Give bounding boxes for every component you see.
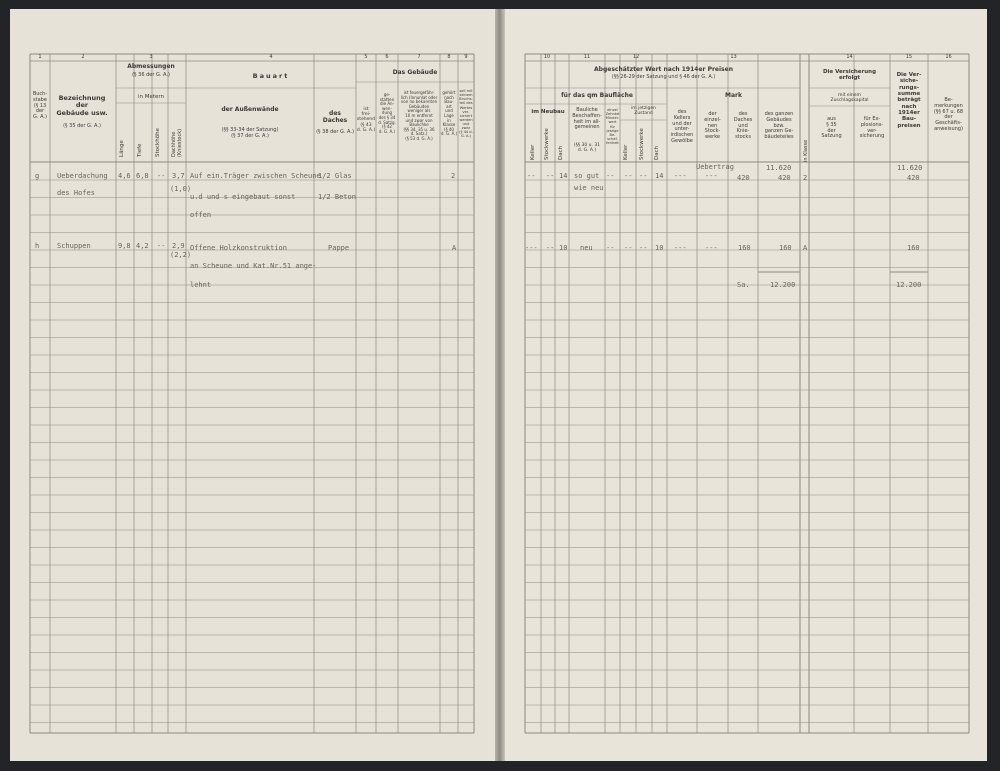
header-stockhoehe: Stockhöhe (155, 128, 161, 157)
r2-ganzes: 160 (779, 244, 792, 252)
header-aus-35: aus § 35 der Satzung (821, 116, 842, 140)
header-col6: ge- statten die An- wen- dung des § 34 d. Satzg. (§ 42 d. G. A.) (378, 92, 396, 134)
r1-minderwert: -- (606, 172, 615, 180)
entry-g-wall-2: u.d und s eingebaut sonst (190, 193, 296, 201)
header-bauart: Bauart (252, 72, 290, 80)
header-jetzig-dach: Dach (654, 145, 660, 160)
r1-stockwerke-mark: --- (705, 172, 718, 180)
entry-g-letter: g (35, 172, 40, 180)
r2-bauliche: neu (580, 244, 593, 252)
header-wert: Abgeschätzter Wert nach 1914er Preisen (594, 66, 733, 73)
entry-h-roof: Pappe (328, 244, 350, 252)
r1-uebertrag-value: 11.620 (766, 164, 792, 172)
r1-uebertrag-label: Uebertrag (696, 163, 734, 171)
r1-dach-kniestock: 420 (737, 174, 750, 182)
r2-dach: 10 (559, 244, 568, 252)
entry-g-wall-3: offen (190, 211, 212, 219)
column-number: 7 (417, 54, 421, 60)
r1-summe: 420 (907, 174, 920, 182)
entry-h-wall-1: Offene Holzkonstruktion (190, 244, 287, 252)
header-explosion: für Ex- plosions- ver- sicherung (859, 116, 885, 140)
header-qm: für das qm Baufläche (561, 92, 633, 99)
header-bemerkungen: Be- merkungen (§§ 67 u. 68 der Geschäfts- anweisung) (933, 97, 964, 132)
entry-h-wall-2: an Scheune und Kat.Nr.51 ange- (190, 262, 317, 270)
r2-stockwerke: -- (546, 244, 555, 252)
header-abmessungen-ref: (§ 36 der G. A.) (132, 72, 170, 78)
entry-g-dachhoehe: 3,7 (172, 172, 185, 180)
r2-jetzig-stockwerke: -- (639, 244, 648, 252)
r1-jetzig-dach: 14 (655, 172, 664, 180)
entry-h-wall-3: lehnt (190, 281, 212, 289)
entry-g-kniestock: (1,0) (170, 185, 192, 193)
header-col7: ist feuergefähr- lich (Innunlat oder von no bekannten Gebäuden weniger als 10 m entfernt und zwar von Baulichke (§§ 34, 35 u. 36 d. Satz.) (§ 53 d. G. A.) (400, 90, 438, 141)
header-daches-ref: (§ 38 der G. A.) (316, 129, 354, 135)
entry-g-name: Ueberdachung (57, 172, 108, 180)
entry-h-kniestock: (2,2) (170, 251, 192, 259)
entry-g-tiefe: 6,8 (136, 172, 149, 180)
header-zuschlagskapital: mit einem Zuschlagskapital (830, 93, 869, 104)
entry-h-name: Schuppen (57, 242, 91, 250)
r1-dach: 14 (559, 172, 568, 180)
header-in-klasse: in Klasse (803, 139, 809, 162)
header-abmessungen: Abmessungen (127, 63, 175, 70)
header-jetzig-keller: Keller (623, 144, 629, 160)
header-col9: soll mit seinem Bruchs- teil des Wertes ver- sichert werden und zwar (§ 44 d. G. A.) (459, 89, 473, 139)
header-aussenwaende-ref: (§§ 33-34 der Satzung) (§ 37 der G. A.) (221, 127, 279, 139)
column-number: 13 (730, 54, 737, 60)
header-dachhoehe: Dachhöhe (Kniestock) (171, 128, 183, 157)
header-col5: ist frei- stehend (§ 43 d. G. A.) (356, 107, 376, 133)
r1-bauliche: so gut (574, 172, 600, 180)
column-number: 1 (38, 54, 42, 60)
r2-jetzig-dach: 10 (655, 244, 664, 252)
header-kellers: des Kellers und der unter- irdischen Gewölbe (670, 109, 694, 144)
entry-g-klasse: 2 (451, 172, 456, 180)
r1-kellers: --- (674, 172, 687, 180)
header-jetziger-zustand: im jetzigen Zustand (631, 106, 656, 117)
sum-label: Sa. (737, 281, 750, 289)
r2-jetzig-keller: -- (624, 244, 633, 252)
r1-jetzig-stockwerke: -- (639, 172, 648, 180)
r2-minderwert: -- (606, 244, 615, 252)
header-stockwerke-einzeln: der einzel- nen Stock- werke (704, 111, 721, 140)
entry-g-roof-2: 1/2 Beton (318, 193, 356, 201)
entry-h-stockhoehe: -- (157, 242, 166, 250)
r2-kellers: --- (674, 244, 687, 252)
column-number: 15 (905, 54, 913, 60)
r1-summe-uebertrag: 11.620 (897, 164, 923, 172)
header-laenge: Länge (119, 140, 125, 157)
header-daches: des Daches (322, 110, 348, 124)
sum-versicherung-total: 12.200 (896, 281, 922, 289)
header-buchstabe: Buch- stabe (§ 13 der G. A.) (32, 91, 48, 120)
entry-g-wall-1: Auf ein.Träger zwischen Scheune (190, 172, 321, 180)
header-ganzes-gebaeude: des ganzen Gebäudes bzw. ganzen Ge- bäudeteiles (764, 111, 794, 140)
header-bezeichnung-ref: (§ 35 der G. A.) (63, 123, 101, 129)
header-bauliche: Bauliche Beschaffen- heit im all- gemeinen (572, 107, 602, 131)
entry-g-roof-1: 1/2 Glas (318, 172, 352, 180)
header-neubau-keller: Keller (530, 144, 536, 160)
entry-h-klasse: A (452, 244, 457, 252)
entry-g-laenge: 4,6 (118, 172, 131, 180)
entry-g-stockhoehe: -- (157, 172, 166, 180)
column-number: 16 (945, 54, 952, 60)
header-neubau-dach: Dach (558, 145, 564, 160)
column-number: 4 (269, 54, 273, 60)
sum-total: 12.200 (770, 281, 796, 289)
entry-g-name-2: des Hofes (57, 189, 95, 197)
header-col8: gehört nach Bau- art und Lage in Klasse (§ 40 d. G. A.) (440, 90, 458, 137)
entry-h-laenge: 9,8 (118, 242, 131, 250)
r2-klasse: A (803, 244, 808, 252)
column-number: 11 (583, 54, 591, 60)
header-jetzig-stockwerke: Stockwerke (639, 128, 645, 160)
column-number: 14 (846, 54, 853, 60)
header-wert-ref: (§§ 26-29 der Satzung und § 46 der G. A.) (611, 74, 716, 80)
header-tiefe: Tiefe (137, 143, 143, 157)
header-neubau: im Neubau (531, 109, 565, 115)
column-number: 9 (464, 54, 468, 60)
entry-h-tiefe: 4,2 (136, 242, 149, 250)
r1-jetzig-keller: -- (624, 172, 633, 180)
header-bauliche-ref: (§§ 30 u. 31 d. G. A.) (573, 143, 601, 154)
r2-summe: 160 (907, 244, 920, 252)
header-aussenwaende: der Außenwände (221, 106, 279, 113)
header-in-metern: in Metern (137, 94, 165, 100)
column-number: 3 (149, 54, 153, 60)
header-versicherung: Die Versicherung erfolgt (822, 69, 877, 82)
r1-keller: -- (527, 172, 536, 180)
column-number: 5 (364, 54, 368, 60)
column-number: 2 (81, 54, 85, 60)
r1-bauliche-2: wie neu (574, 184, 604, 192)
header-mark: Mark (725, 92, 742, 99)
r2-stockwerke-mark: --- (705, 244, 718, 252)
column-number: 6 (385, 54, 389, 60)
header-minderwert: einzel Zehntel Minder- wert für jetzige Be- schaf- fenheit (605, 108, 620, 145)
r1-stockwerke: -- (546, 172, 555, 180)
r1-klasse: 2 (803, 174, 808, 182)
r2-dach-kniestock: 160 (738, 244, 751, 252)
r1-ganzes: 420 (778, 174, 791, 182)
header-bezeichnung: Bezeichnung der Gebäude usw. (56, 94, 108, 117)
column-number: 12 (632, 54, 640, 60)
column-number: 10 (543, 54, 551, 60)
r2-keller: --- (525, 244, 538, 252)
entry-h-letter: h (35, 242, 40, 250)
header-daches-kniestocks: des Daches und Knie- stocks (733, 111, 753, 140)
header-neubau-stockwerke: Stockwerke (544, 128, 550, 160)
header-das-gebaeude: Das Gebäude (392, 69, 438, 76)
column-number: 8 (447, 54, 451, 60)
header-versicherungssumme: Die Ver- siche- rungs- summe beträgt nach 1914er Bau- preisen (896, 72, 922, 129)
entry-h-dachhoehe: 2,9 (172, 242, 185, 250)
